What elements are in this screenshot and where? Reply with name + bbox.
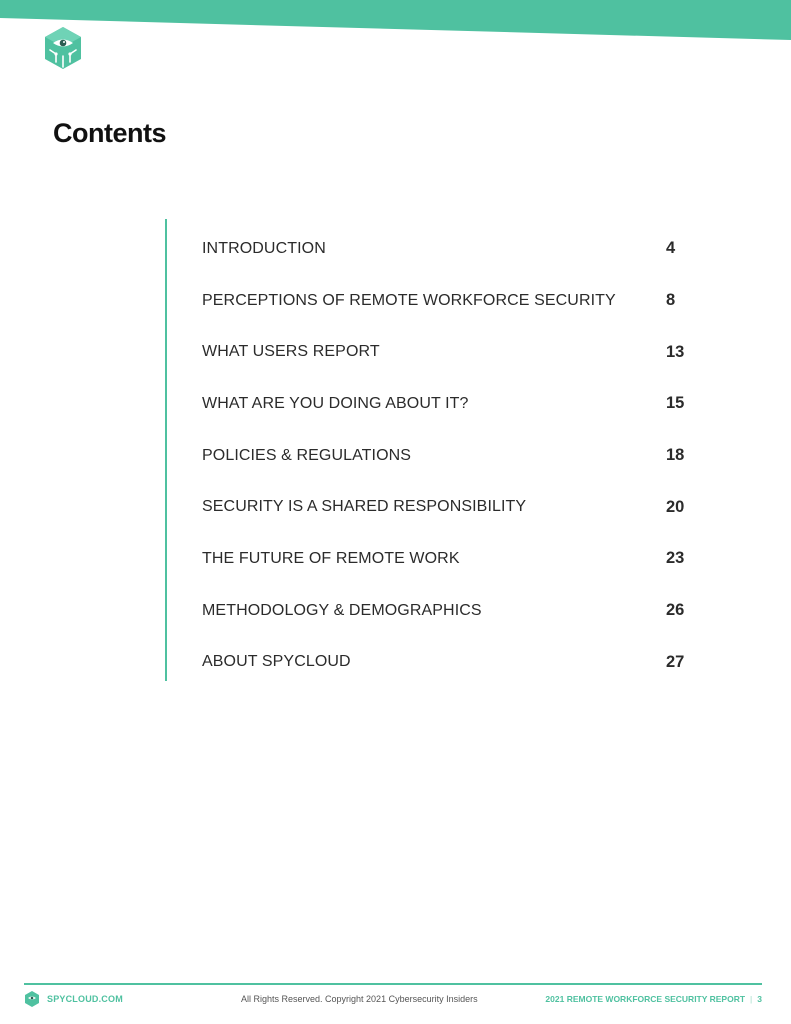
footer-website-link[interactable]: SPYCLOUD.COM bbox=[47, 994, 123, 1004]
toc-item-what-users-report[interactable] bbox=[202, 326, 692, 378]
toc-item-page-number: 4 bbox=[666, 239, 676, 258]
footer-report-title: 2021 REMOTE WORKFORCE SECURITY REPORT bbox=[545, 994, 746, 1004]
toc-item-label: ABOUT SPYCLOUD bbox=[202, 653, 351, 671]
toc-item-page-number: 27 bbox=[666, 652, 685, 671]
toc-item-introduction[interactable] bbox=[202, 223, 692, 275]
toc-item-page-number: 26 bbox=[666, 601, 685, 620]
toc-item-about-spycloud[interactable] bbox=[202, 637, 692, 689]
toc-item-label: WHAT USERS REPORT bbox=[202, 343, 380, 361]
page-title: Contents bbox=[53, 118, 166, 148]
toc-item-label: SECURITY IS A SHARED RESPONSIBILITY bbox=[202, 498, 527, 516]
toc-item-page-number: 23 bbox=[666, 549, 685, 568]
footer-divider-line bbox=[24, 983, 762, 985]
toc-item-perceptions[interactable] bbox=[202, 275, 692, 327]
toc-item-label: METHODOLOGY & DEMOGRAPHICS bbox=[202, 601, 482, 619]
toc-item-label: THE FUTURE OF REMOTE WORK bbox=[202, 549, 460, 567]
toc-item-label: PERCEPTIONS OF REMOTE WORKFORCE SECURITY bbox=[202, 291, 616, 309]
toc-item-label: INTRODUCTION bbox=[202, 239, 326, 257]
toc-item-shared-responsibility[interactable] bbox=[202, 481, 692, 533]
footer-report-info bbox=[545, 994, 762, 1004]
footer-separator: | bbox=[750, 994, 753, 1004]
toc-item-page-number: 15 bbox=[666, 394, 685, 413]
toc-item-page-number: 20 bbox=[666, 497, 685, 516]
toc-item-page-number: 8 bbox=[666, 291, 676, 310]
toc-item-page-number: 18 bbox=[666, 446, 685, 465]
footer-page-number: 3 bbox=[757, 994, 762, 1004]
table-of-contents bbox=[202, 223, 692, 688]
toc-divider-line bbox=[165, 219, 167, 681]
toc-item-methodology[interactable] bbox=[202, 585, 692, 637]
toc-item-what-are-you-doing[interactable] bbox=[202, 378, 692, 430]
header-band bbox=[0, 0, 791, 42]
spycloud-logo-icon bbox=[42, 26, 84, 70]
spycloud-small-logo-icon bbox=[24, 990, 40, 1008]
toc-item-label: WHAT ARE YOU DOING ABOUT IT? bbox=[202, 394, 469, 412]
toc-item-policies[interactable] bbox=[202, 430, 692, 482]
toc-item-future-of-remote-work[interactable] bbox=[202, 533, 692, 585]
footer-copyright: All Rights Reserved. Copyright 2021 Cybersecurity Insiders bbox=[241, 994, 478, 1004]
page-footer bbox=[24, 990, 762, 1010]
toc-item-page-number: 13 bbox=[666, 342, 685, 361]
toc-item-label: POLICIES & REGULATIONS bbox=[202, 446, 412, 464]
